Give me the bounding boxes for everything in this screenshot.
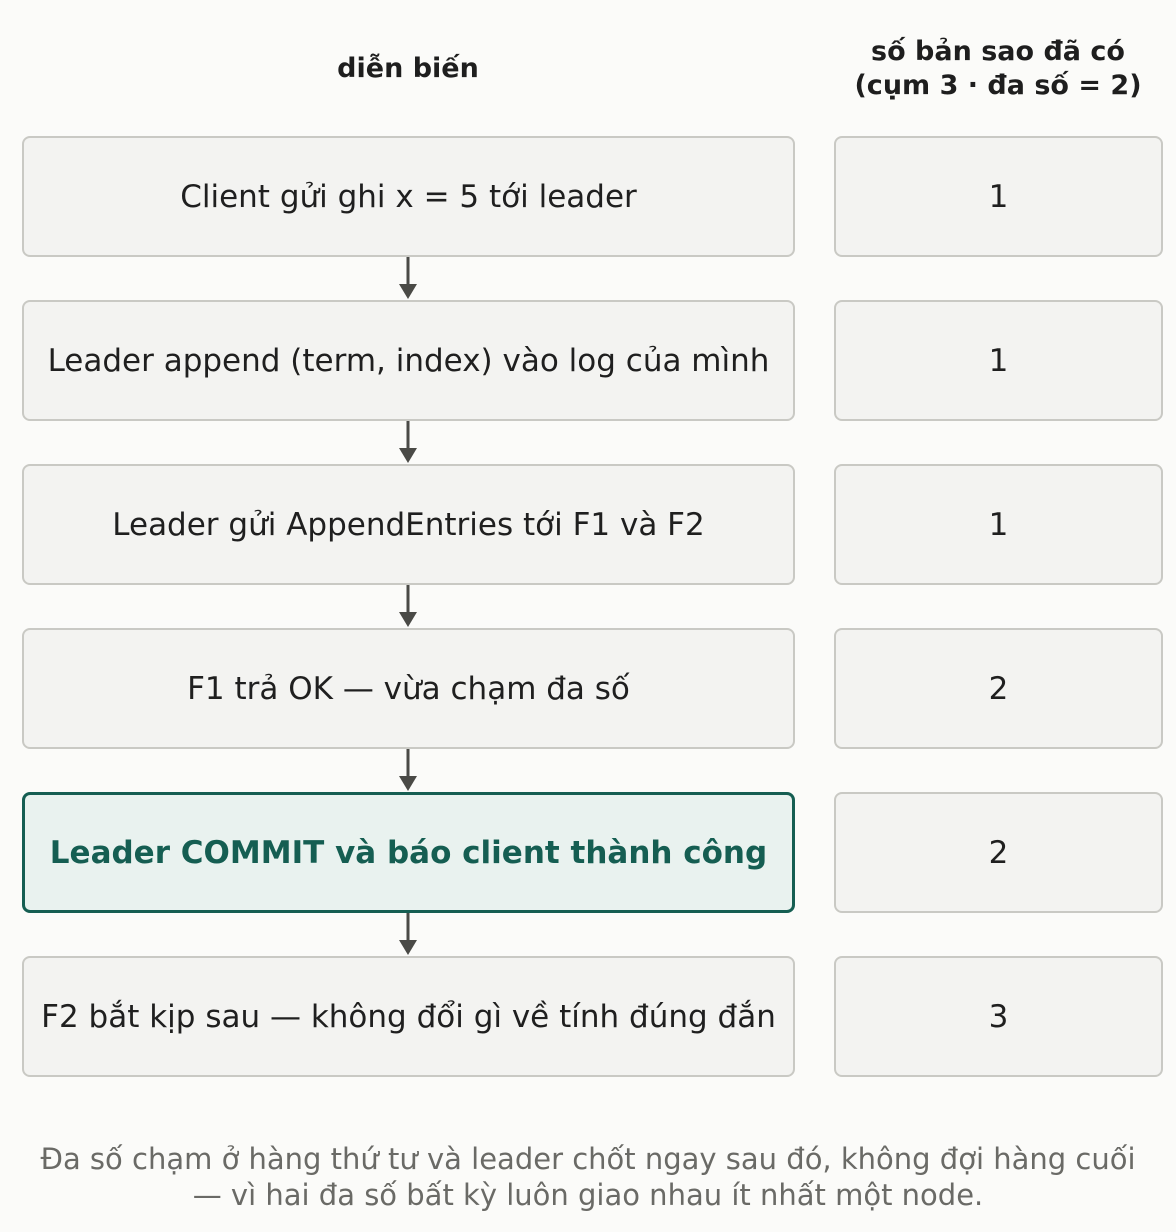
- down-arrow-icon: [398, 585, 418, 628]
- replica-count-step-6-value: 3: [988, 998, 1009, 1035]
- event-step-6: [22, 956, 795, 1077]
- replica-count-column-header: [834, 35, 1162, 103]
- replica-count-step-2-value: 1: [988, 342, 1009, 379]
- down-arrow-icon: [398, 913, 418, 956]
- replica-count-step-1: [834, 136, 1163, 257]
- replica-count-step-6: [834, 956, 1163, 1077]
- event-step-4: [22, 628, 795, 749]
- replica-count-step-3: [834, 464, 1163, 585]
- event-step-2: [22, 300, 795, 421]
- replica-count-step-4-value: 2: [988, 670, 1009, 707]
- caption-line-1: Đa số chạm ở hàng thứ tư và leader chốt ngay sau đó, không đợi hàng cuối: [40, 1142, 1136, 1176]
- replica-count-step-5-value: 2: [988, 834, 1009, 871]
- replica-count-step-4: [834, 628, 1163, 749]
- event-step-6-text: F2 bắt kịp sau — không đổi gì về tính đúng đắn: [41, 998, 776, 1035]
- replica-count-header-line2: (cụm 3 · đa số = 2): [854, 70, 1142, 101]
- diagram-caption: [20, 1141, 1156, 1213]
- events-column-header: [22, 52, 794, 86]
- event-step-2-text: Leader append (term, index) vào log của mình: [47, 342, 770, 379]
- event-step-1-text: Client gửi ghi x = 5 tới leader: [180, 178, 637, 215]
- down-arrow-icon: [398, 257, 418, 300]
- event-step-5-text: Leader COMMIT và báo client thành công: [49, 834, 768, 871]
- events-column-header-label: diễn biến: [337, 53, 479, 84]
- replica-count-step-5: [834, 792, 1163, 913]
- replica-count-header-line1: số bản sao đã có: [871, 36, 1125, 67]
- event-step-5-commit: [22, 792, 795, 913]
- replica-count-step-3-value: 1: [988, 506, 1009, 543]
- event-step-3: [22, 464, 795, 585]
- down-arrow-icon: [398, 421, 418, 464]
- replica-count-step-1-value: 1: [988, 178, 1009, 215]
- replica-count-step-2: [834, 300, 1163, 421]
- event-step-4-text: F1 trả OK — vừa chạm đa số: [187, 670, 630, 707]
- event-step-3-text: Leader gửi AppendEntries tới F1 và F2: [112, 506, 705, 543]
- down-arrow-icon: [398, 749, 418, 792]
- caption-line-2: — vì hai đa số bất kỳ luôn giao nhau ít nhất một node.: [192, 1178, 984, 1212]
- event-step-1: [22, 136, 795, 257]
